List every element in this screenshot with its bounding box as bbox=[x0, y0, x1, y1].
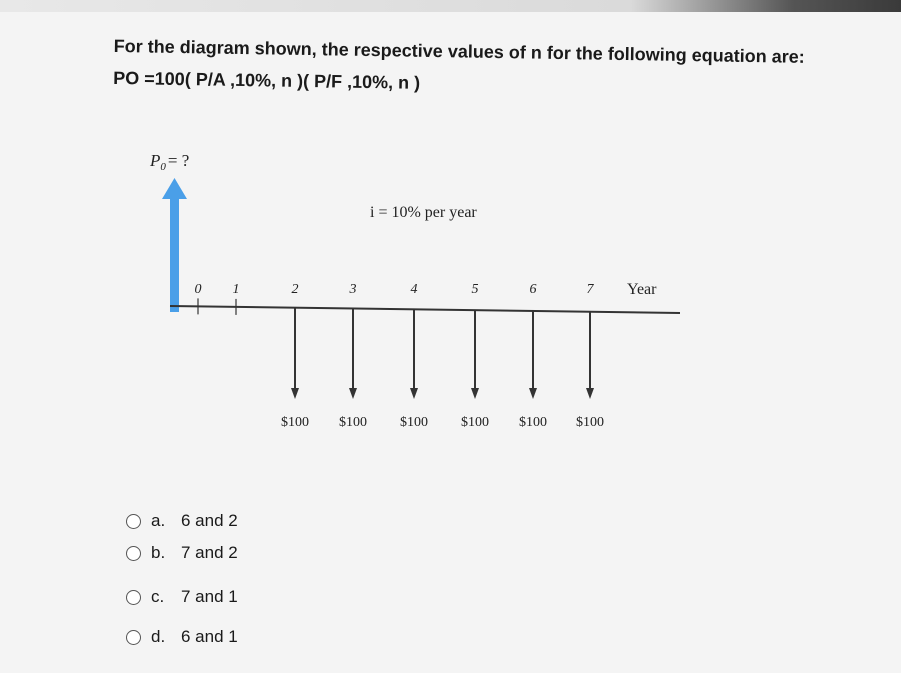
payment-arrow bbox=[529, 311, 537, 399]
option-c[interactable] bbox=[126, 584, 238, 610]
payment-amount: $100 bbox=[461, 415, 489, 430]
year-label: 6 bbox=[529, 282, 537, 297]
payment-arrows bbox=[281, 308, 604, 430]
payment-arrow bbox=[291, 308, 299, 399]
radio-button[interactable] bbox=[126, 630, 141, 645]
year-label: 7 bbox=[586, 282, 594, 297]
option-a[interactable] bbox=[126, 508, 238, 534]
option-letter: c. bbox=[151, 587, 165, 606]
year-label: 1 bbox=[232, 282, 240, 297]
payment-arrow bbox=[349, 309, 357, 399]
year-label: 5 bbox=[471, 282, 479, 297]
axis-label-year: Year bbox=[627, 281, 657, 298]
option-text: 6 and 2 bbox=[181, 511, 238, 530]
year-label: 0 bbox=[194, 282, 202, 297]
payment-arrow bbox=[410, 309, 418, 399]
present-value-arrow bbox=[162, 178, 187, 312]
option-letter: a. bbox=[151, 511, 166, 530]
time-axis bbox=[170, 306, 680, 313]
option-text: 7 and 2 bbox=[181, 543, 238, 562]
year-label: 2 bbox=[291, 282, 299, 297]
question-equation: PO =100( P/A ,10%, n )( P/F ,10%, n ) bbox=[113, 67, 421, 93]
radio-button[interactable] bbox=[126, 514, 141, 529]
option-d[interactable] bbox=[126, 624, 238, 650]
payment-amount: $100 bbox=[281, 415, 309, 430]
payment-arrow bbox=[471, 310, 479, 399]
year-label: 3 bbox=[349, 282, 357, 297]
payment-arrow bbox=[586, 312, 594, 399]
question-line-1: For the diagram shown, the respective values of n for the following equation are: bbox=[113, 35, 805, 67]
interest-rate-label: i = 10% per year bbox=[370, 204, 477, 221]
radio-button[interactable] bbox=[126, 590, 141, 605]
payment-amount: $100 bbox=[339, 415, 367, 430]
radio-button[interactable] bbox=[126, 546, 141, 561]
option-text: 6 and 1 bbox=[181, 627, 238, 646]
option-text: 7 and 1 bbox=[181, 587, 238, 606]
option-letter: b. bbox=[151, 543, 166, 562]
payment-amount: $100 bbox=[519, 415, 547, 430]
option-b[interactable] bbox=[126, 540, 238, 566]
present-value-label: $P_0$ = ? bbox=[150, 151, 190, 173]
option-letter: d. bbox=[151, 627, 166, 646]
year-label: 4 bbox=[410, 282, 418, 297]
payment-amount: $100 bbox=[576, 415, 604, 430]
payment-amount: $100 bbox=[400, 415, 428, 430]
